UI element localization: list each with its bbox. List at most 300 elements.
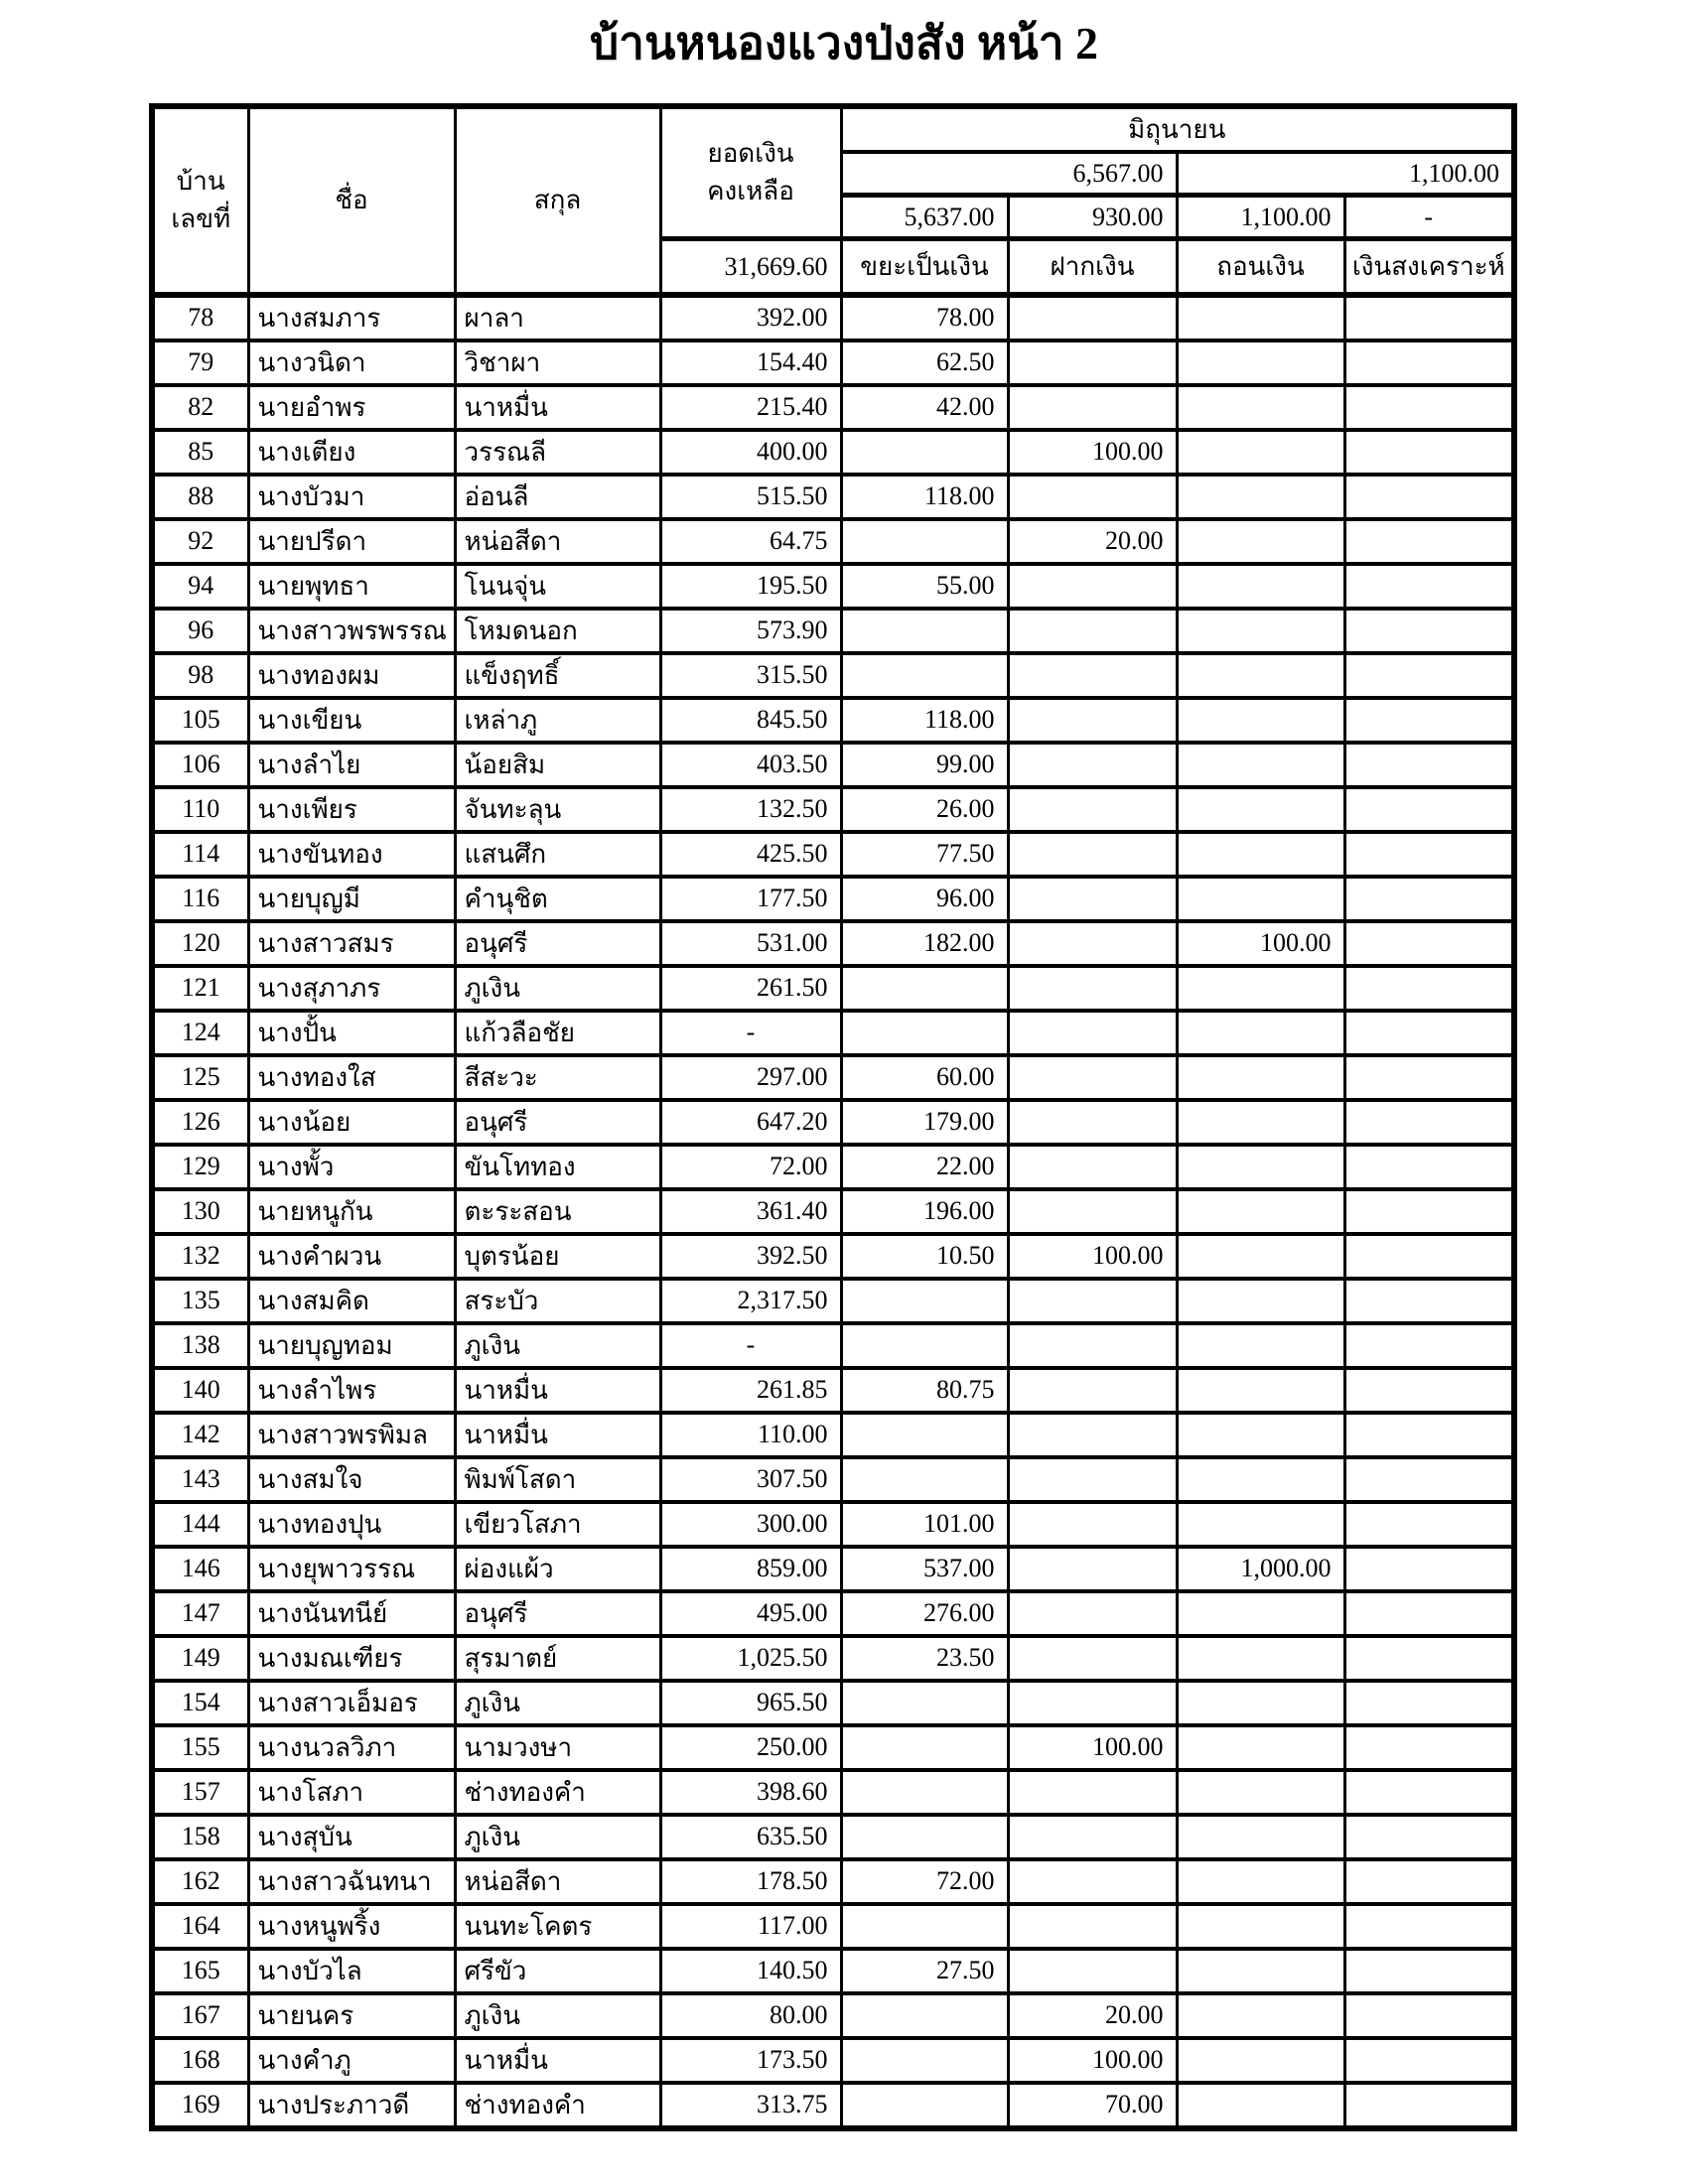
deposit-cell — [1008, 1591, 1177, 1636]
header-month-subtotal-left: 6,567.00 — [841, 152, 1177, 196]
first-name-cell: นางสาวเอ็มอร — [248, 1681, 455, 1725]
balance-cell: 195.50 — [660, 564, 841, 609]
balance-cell: 64.75 — [660, 519, 841, 564]
withdraw-cell: 100.00 — [1177, 921, 1344, 966]
house-no-cell: 168 — [152, 2038, 248, 2083]
balance-cell: 307.50 — [660, 1457, 841, 1502]
first-name-cell: นางประภาวดี — [248, 2083, 455, 2128]
header-row-month — [152, 106, 1514, 152]
withdraw-cell — [1177, 1323, 1344, 1368]
table-row — [152, 295, 1514, 341]
withdraw-cell — [1177, 1904, 1344, 1949]
table-row — [152, 385, 1514, 430]
deposit-cell — [1008, 1279, 1177, 1323]
table-row — [152, 2038, 1514, 2083]
first-name-cell: นางสมคิด — [248, 1279, 455, 1323]
table-row — [152, 519, 1514, 564]
withdraw-cell — [1177, 966, 1344, 1011]
table-row — [152, 1368, 1514, 1413]
welfare-cell — [1344, 832, 1514, 877]
waste-money-cell: 22.00 — [841, 1145, 1008, 1189]
withdraw-cell — [1177, 877, 1344, 921]
first-name-cell: นายนคร — [248, 1993, 455, 2038]
surname-cell: นาหมื่น — [455, 2038, 660, 2083]
header-month-subtotal-right: 1,100.00 — [1177, 152, 1514, 196]
withdraw-cell — [1177, 609, 1344, 653]
waste-money-cell — [841, 2038, 1008, 2083]
balance-cell: 965.50 — [660, 1681, 841, 1725]
waste-money-cell: 62.50 — [841, 341, 1008, 385]
waste-money-cell — [841, 519, 1008, 564]
balance-cell: 261.85 — [660, 1368, 841, 1413]
welfare-cell — [1344, 609, 1514, 653]
table-row — [152, 2083, 1514, 2128]
balance-cell: 215.40 — [660, 385, 841, 430]
withdraw-cell — [1177, 475, 1344, 519]
table-row — [152, 653, 1514, 698]
welfare-cell — [1344, 877, 1514, 921]
table-row — [152, 341, 1514, 385]
table-row — [152, 921, 1514, 966]
first-name-cell: นางขันทอง — [248, 832, 455, 877]
balance-cell: 117.00 — [660, 1904, 841, 1949]
header-withdraw-total: 1,100.00 — [1177, 196, 1344, 239]
deposit-cell — [1008, 1681, 1177, 1725]
waste-money-cell: 118.00 — [841, 698, 1008, 743]
house-no-cell: 92 — [152, 519, 248, 564]
house-no-cell: 143 — [152, 1457, 248, 1502]
surname-cell: น้อยสิม — [455, 743, 660, 787]
balance-cell: 132.50 — [660, 787, 841, 832]
welfare-cell — [1344, 921, 1514, 966]
header-welfare-total: - — [1344, 196, 1514, 239]
withdraw-cell — [1177, 698, 1344, 743]
surname-cell: ผ่องแผ้ว — [455, 1547, 660, 1591]
surname-cell: ช่างทองคำ — [455, 1770, 660, 1815]
withdraw-cell — [1177, 1279, 1344, 1323]
header-house-no-line1: บ้าน — [176, 167, 225, 197]
first-name-cell: นางสุบัน — [248, 1815, 455, 1859]
deposit-cell — [1008, 295, 1177, 341]
withdraw-cell — [1177, 1770, 1344, 1815]
waste-money-cell: 77.50 — [841, 832, 1008, 877]
first-name-cell: นางทองปุน — [248, 1502, 455, 1547]
header-waste-total: 5,637.00 — [841, 196, 1008, 239]
house-no-cell: 85 — [152, 430, 248, 475]
deposit-cell — [1008, 1368, 1177, 1413]
house-no-cell: 135 — [152, 1279, 248, 1323]
deposit-cell — [1008, 1547, 1177, 1591]
balance-cell: 140.50 — [660, 1949, 841, 1993]
first-name-cell: นางสมใจ — [248, 1457, 455, 1502]
first-name-cell: นางสาวพรพรรณ — [248, 609, 455, 653]
house-no-cell: 157 — [152, 1770, 248, 1815]
table-row — [152, 1100, 1514, 1145]
first-name-cell: นางโสภา — [248, 1770, 455, 1815]
house-no-cell: 138 — [152, 1323, 248, 1368]
welfare-cell — [1344, 295, 1514, 341]
surname-cell: เหล่าภู — [455, 698, 660, 743]
balance-cell: 250.00 — [660, 1725, 841, 1770]
first-name-cell: นางน้อย — [248, 1100, 455, 1145]
deposit-cell — [1008, 966, 1177, 1011]
table-row — [152, 787, 1514, 832]
table-row — [152, 1859, 1514, 1904]
house-no-cell: 124 — [152, 1011, 248, 1055]
first-name-cell: นางพั้ว — [248, 1145, 455, 1189]
house-no-cell: 110 — [152, 787, 248, 832]
house-no-cell: 121 — [152, 966, 248, 1011]
withdraw-cell — [1177, 1234, 1344, 1279]
waste-money-cell — [841, 1279, 1008, 1323]
header-col-welfare: เงินสงเคราะห์ — [1344, 239, 1514, 295]
balance-cell: 400.00 — [660, 430, 841, 475]
table-row — [152, 832, 1514, 877]
deposit-cell — [1008, 1100, 1177, 1145]
withdraw-cell — [1177, 341, 1344, 385]
welfare-cell — [1344, 1993, 1514, 2038]
welfare-cell — [1344, 1189, 1514, 1234]
withdraw-cell — [1177, 1011, 1344, 1055]
withdraw-cell — [1177, 430, 1344, 475]
welfare-cell — [1344, 653, 1514, 698]
waste-money-cell: 72.00 — [841, 1859, 1008, 1904]
welfare-cell — [1344, 1770, 1514, 1815]
first-name-cell: นางสุภาภร — [248, 966, 455, 1011]
balance-cell: 72.00 — [660, 1145, 841, 1189]
first-name-cell: นางวนิดา — [248, 341, 455, 385]
house-no-cell: 149 — [152, 1636, 248, 1681]
balance-cell: 392.50 — [660, 1234, 841, 1279]
deposit-cell — [1008, 832, 1177, 877]
waste-money-cell: 23.50 — [841, 1636, 1008, 1681]
deposit-cell — [1008, 1636, 1177, 1681]
table-row — [152, 877, 1514, 921]
table-row — [152, 1011, 1514, 1055]
welfare-cell — [1344, 743, 1514, 787]
withdraw-cell — [1177, 787, 1344, 832]
waste-money-cell: 101.00 — [841, 1502, 1008, 1547]
surname-cell: นาหมื่น — [455, 1413, 660, 1457]
header-balance-line1: ยอดเงิน — [707, 139, 794, 169]
withdraw-cell — [1177, 1949, 1344, 1993]
deposit-cell: 100.00 — [1008, 2038, 1177, 2083]
header-balance — [660, 106, 841, 239]
house-no-cell: 132 — [152, 1234, 248, 1279]
welfare-cell — [1344, 1100, 1514, 1145]
balance-cell: 300.00 — [660, 1502, 841, 1547]
table-row — [152, 430, 1514, 475]
first-name-cell: นางคำผวน — [248, 1234, 455, 1279]
house-no-cell: 105 — [152, 698, 248, 743]
house-no-cell: 78 — [152, 295, 248, 341]
deposit-cell — [1008, 1502, 1177, 1547]
surname-cell: ภูเงิน — [455, 1681, 660, 1725]
waste-money-cell — [841, 1681, 1008, 1725]
surname-cell: ภูเงิน — [455, 966, 660, 1011]
first-name-cell: นางบัวไล — [248, 1949, 455, 1993]
surname-cell: เขียวโสภา — [455, 1502, 660, 1547]
waste-money-cell — [841, 1770, 1008, 1815]
welfare-cell — [1344, 1011, 1514, 1055]
waste-money-cell — [841, 1413, 1008, 1457]
withdraw-cell — [1177, 1993, 1344, 2038]
withdraw-cell — [1177, 1725, 1344, 1770]
withdraw-cell — [1177, 653, 1344, 698]
balance-cell: 361.40 — [660, 1189, 841, 1234]
table-row — [152, 475, 1514, 519]
house-no-cell: 129 — [152, 1145, 248, 1189]
welfare-cell — [1344, 1279, 1514, 1323]
deposit-cell — [1008, 1055, 1177, 1100]
first-name-cell: นางทองผม — [248, 653, 455, 698]
house-no-cell: 146 — [152, 1547, 248, 1591]
table-row — [152, 1681, 1514, 1725]
first-name-cell: นางสมภาร — [248, 295, 455, 341]
waste-money-cell — [841, 1457, 1008, 1502]
house-no-cell: 82 — [152, 385, 248, 430]
welfare-cell — [1344, 1591, 1514, 1636]
house-no-cell: 169 — [152, 2083, 248, 2128]
welfare-cell — [1344, 1502, 1514, 1547]
surname-cell: พิมพ์โสดา — [455, 1457, 660, 1502]
first-name-cell: นางลำไพร — [248, 1368, 455, 1413]
withdraw-cell — [1177, 1815, 1344, 1859]
first-name-cell: นายหนูกัน — [248, 1189, 455, 1234]
first-name-cell: นายบุญมี — [248, 877, 455, 921]
deposit-cell — [1008, 1413, 1177, 1457]
table-row — [152, 1815, 1514, 1859]
house-no-cell: 106 — [152, 743, 248, 787]
withdraw-cell — [1177, 295, 1344, 341]
welfare-cell — [1344, 1055, 1514, 1100]
deposit-cell — [1008, 341, 1177, 385]
balance-cell: 859.00 — [660, 1547, 841, 1591]
surname-cell: ศรีขัว — [455, 1949, 660, 1993]
first-name-cell: นางเตียง — [248, 430, 455, 475]
surname-cell: ขันโททอง — [455, 1145, 660, 1189]
balance-cell: 173.50 — [660, 2038, 841, 2083]
deposit-cell: 70.00 — [1008, 2083, 1177, 2128]
table-row — [152, 1993, 1514, 2038]
first-name-cell: นายบุญทอม — [248, 1323, 455, 1368]
table-row — [152, 1055, 1514, 1100]
withdraw-cell — [1177, 519, 1344, 564]
first-name-cell: นายอำพร — [248, 385, 455, 430]
welfare-cell — [1344, 475, 1514, 519]
header-col-withdraw: ถอนเงิน — [1177, 239, 1344, 295]
house-no-cell: 114 — [152, 832, 248, 877]
surname-cell: อ่อนลี — [455, 475, 660, 519]
waste-money-cell — [841, 1904, 1008, 1949]
balance-cell: 2,317.50 — [660, 1279, 841, 1323]
welfare-cell — [1344, 1145, 1514, 1189]
withdraw-cell — [1177, 1457, 1344, 1502]
header-col-waste: ขยะเป็นเงิน — [841, 239, 1008, 295]
surname-cell: นามวงษา — [455, 1725, 660, 1770]
welfare-cell — [1344, 1904, 1514, 1949]
header-deposit-total: 930.00 — [1008, 196, 1177, 239]
balance-cell: 261.50 — [660, 966, 841, 1011]
surname-cell: หน่อสีดา — [455, 519, 660, 564]
balance-cell: 154.40 — [660, 341, 841, 385]
deposit-cell — [1008, 653, 1177, 698]
balance-cell: 313.75 — [660, 2083, 841, 2128]
table-row — [152, 1547, 1514, 1591]
withdraw-cell — [1177, 1189, 1344, 1234]
balance-cell: 495.00 — [660, 1591, 841, 1636]
balance-cell: 178.50 — [660, 1859, 841, 1904]
table-row — [152, 698, 1514, 743]
welfare-cell — [1344, 1815, 1514, 1859]
deposit-cell — [1008, 1145, 1177, 1189]
balance-cell: 110.00 — [660, 1413, 841, 1457]
deposit-cell — [1008, 743, 1177, 787]
waste-money-cell: 10.50 — [841, 1234, 1008, 1279]
waste-money-cell — [841, 966, 1008, 1011]
withdraw-cell — [1177, 1591, 1344, 1636]
deposit-cell — [1008, 564, 1177, 609]
balance-cell: 573.90 — [660, 609, 841, 653]
surname-cell: สีสะวะ — [455, 1055, 660, 1100]
welfare-cell — [1344, 2083, 1514, 2128]
surname-cell: ภูเงิน — [455, 1815, 660, 1859]
surname-cell: โนนจุ่น — [455, 564, 660, 609]
house-no-cell: 158 — [152, 1815, 248, 1859]
table-row — [152, 1234, 1514, 1279]
welfare-cell — [1344, 698, 1514, 743]
deposit-cell: 20.00 — [1008, 1993, 1177, 2038]
welfare-cell — [1344, 1859, 1514, 1904]
first-name-cell: นางคำภู — [248, 2038, 455, 2083]
surname-cell: แก้วลือชัย — [455, 1011, 660, 1055]
deposit-cell — [1008, 1770, 1177, 1815]
house-no-cell: 120 — [152, 921, 248, 966]
balance-cell: 80.00 — [660, 1993, 841, 2038]
first-name-cell: นายปรีดา — [248, 519, 455, 564]
deposit-cell: 100.00 — [1008, 430, 1177, 475]
table-row — [152, 1636, 1514, 1681]
header-month-group: มิถุนายน — [841, 106, 1514, 152]
surname-cell: วิชาผา — [455, 341, 660, 385]
waste-money-cell — [841, 1993, 1008, 2038]
withdraw-cell — [1177, 1145, 1344, 1189]
surname-cell: แข็งฤทธิ์ — [455, 653, 660, 698]
table-row — [152, 1457, 1514, 1502]
first-name-cell: นางทองใส — [248, 1055, 455, 1100]
table-row — [152, 609, 1514, 653]
surname-cell: สุรมาตย์ — [455, 1636, 660, 1681]
surname-cell: ผาลา — [455, 295, 660, 341]
waste-money-cell: 27.50 — [841, 1949, 1008, 1993]
welfare-cell — [1344, 1457, 1514, 1502]
first-name-cell: นางนันทนีย์ — [248, 1591, 455, 1636]
deposit-cell — [1008, 385, 1177, 430]
table-body — [152, 295, 1514, 2128]
surname-cell: นนทะโคตร — [455, 1904, 660, 1949]
balance-cell: 531.00 — [660, 921, 841, 966]
house-no-cell: 116 — [152, 877, 248, 921]
balance-cell: 177.50 — [660, 877, 841, 921]
waste-money-cell: 99.00 — [841, 743, 1008, 787]
waste-money-cell — [841, 2083, 1008, 2128]
withdraw-cell — [1177, 1413, 1344, 1457]
balance-cell: - — [660, 1323, 841, 1368]
house-no-cell: 162 — [152, 1859, 248, 1904]
table-row — [152, 564, 1514, 609]
waste-money-cell: 182.00 — [841, 921, 1008, 966]
waste-money-cell: 80.75 — [841, 1368, 1008, 1413]
surname-cell: อนุศรี — [455, 1591, 660, 1636]
table-row — [152, 1949, 1514, 1993]
deposit-cell — [1008, 1815, 1177, 1859]
surname-cell: ภูเงิน — [455, 1993, 660, 2038]
deposit-cell — [1008, 877, 1177, 921]
surname-cell: อนุศรี — [455, 1100, 660, 1145]
table-row — [152, 1145, 1514, 1189]
deposit-cell — [1008, 921, 1177, 966]
welfare-cell — [1344, 1636, 1514, 1681]
welfare-cell — [1344, 430, 1514, 475]
surname-cell: อนุศรี — [455, 921, 660, 966]
waste-money-cell: 118.00 — [841, 475, 1008, 519]
withdraw-cell — [1177, 1368, 1344, 1413]
surname-cell: วรรณลี — [455, 430, 660, 475]
header-col-deposit: ฝากเงิน — [1008, 239, 1177, 295]
welfare-cell — [1344, 1949, 1514, 1993]
surname-cell: ช่างทองคำ — [455, 2083, 660, 2128]
table-row — [152, 1413, 1514, 1457]
house-no-cell: 98 — [152, 653, 248, 698]
deposit-cell: 20.00 — [1008, 519, 1177, 564]
house-no-cell: 164 — [152, 1904, 248, 1949]
house-no-cell: 144 — [152, 1502, 248, 1547]
waste-money-cell: 537.00 — [841, 1547, 1008, 1591]
waste-money-cell — [841, 1323, 1008, 1368]
welfare-cell — [1344, 1368, 1514, 1413]
house-no-cell: 154 — [152, 1681, 248, 1725]
waste-money-cell — [841, 1725, 1008, 1770]
first-name-cell: นางเขียน — [248, 698, 455, 743]
withdraw-cell: 1,000.00 — [1177, 1547, 1344, 1591]
balance-cell: - — [660, 1011, 841, 1055]
waste-money-cell: 60.00 — [841, 1055, 1008, 1100]
withdraw-cell — [1177, 2038, 1344, 2083]
table-row — [152, 1904, 1514, 1949]
table-row — [152, 1725, 1514, 1770]
deposit-cell: 100.00 — [1008, 1234, 1177, 1279]
first-name-cell: นางสาวพรพิมล — [248, 1413, 455, 1457]
house-no-cell: 147 — [152, 1591, 248, 1636]
house-no-cell: 155 — [152, 1725, 248, 1770]
welfare-cell — [1344, 1681, 1514, 1725]
withdraw-cell — [1177, 2083, 1344, 2128]
header-balance-total: 31,669.60 — [660, 239, 841, 295]
house-no-cell: 142 — [152, 1413, 248, 1457]
surname-cell: คำนุชิต — [455, 877, 660, 921]
table-row — [152, 1189, 1514, 1234]
welfare-cell — [1344, 1413, 1514, 1457]
house-no-cell: 165 — [152, 1949, 248, 1993]
deposit-cell — [1008, 1323, 1177, 1368]
waste-money-cell: 26.00 — [841, 787, 1008, 832]
withdraw-cell — [1177, 564, 1344, 609]
welfare-cell — [1344, 519, 1514, 564]
first-name-cell: นางปั้น — [248, 1011, 455, 1055]
waste-money-cell: 96.00 — [841, 877, 1008, 921]
waste-money-cell: 196.00 — [841, 1189, 1008, 1234]
deposit-cell — [1008, 1904, 1177, 1949]
